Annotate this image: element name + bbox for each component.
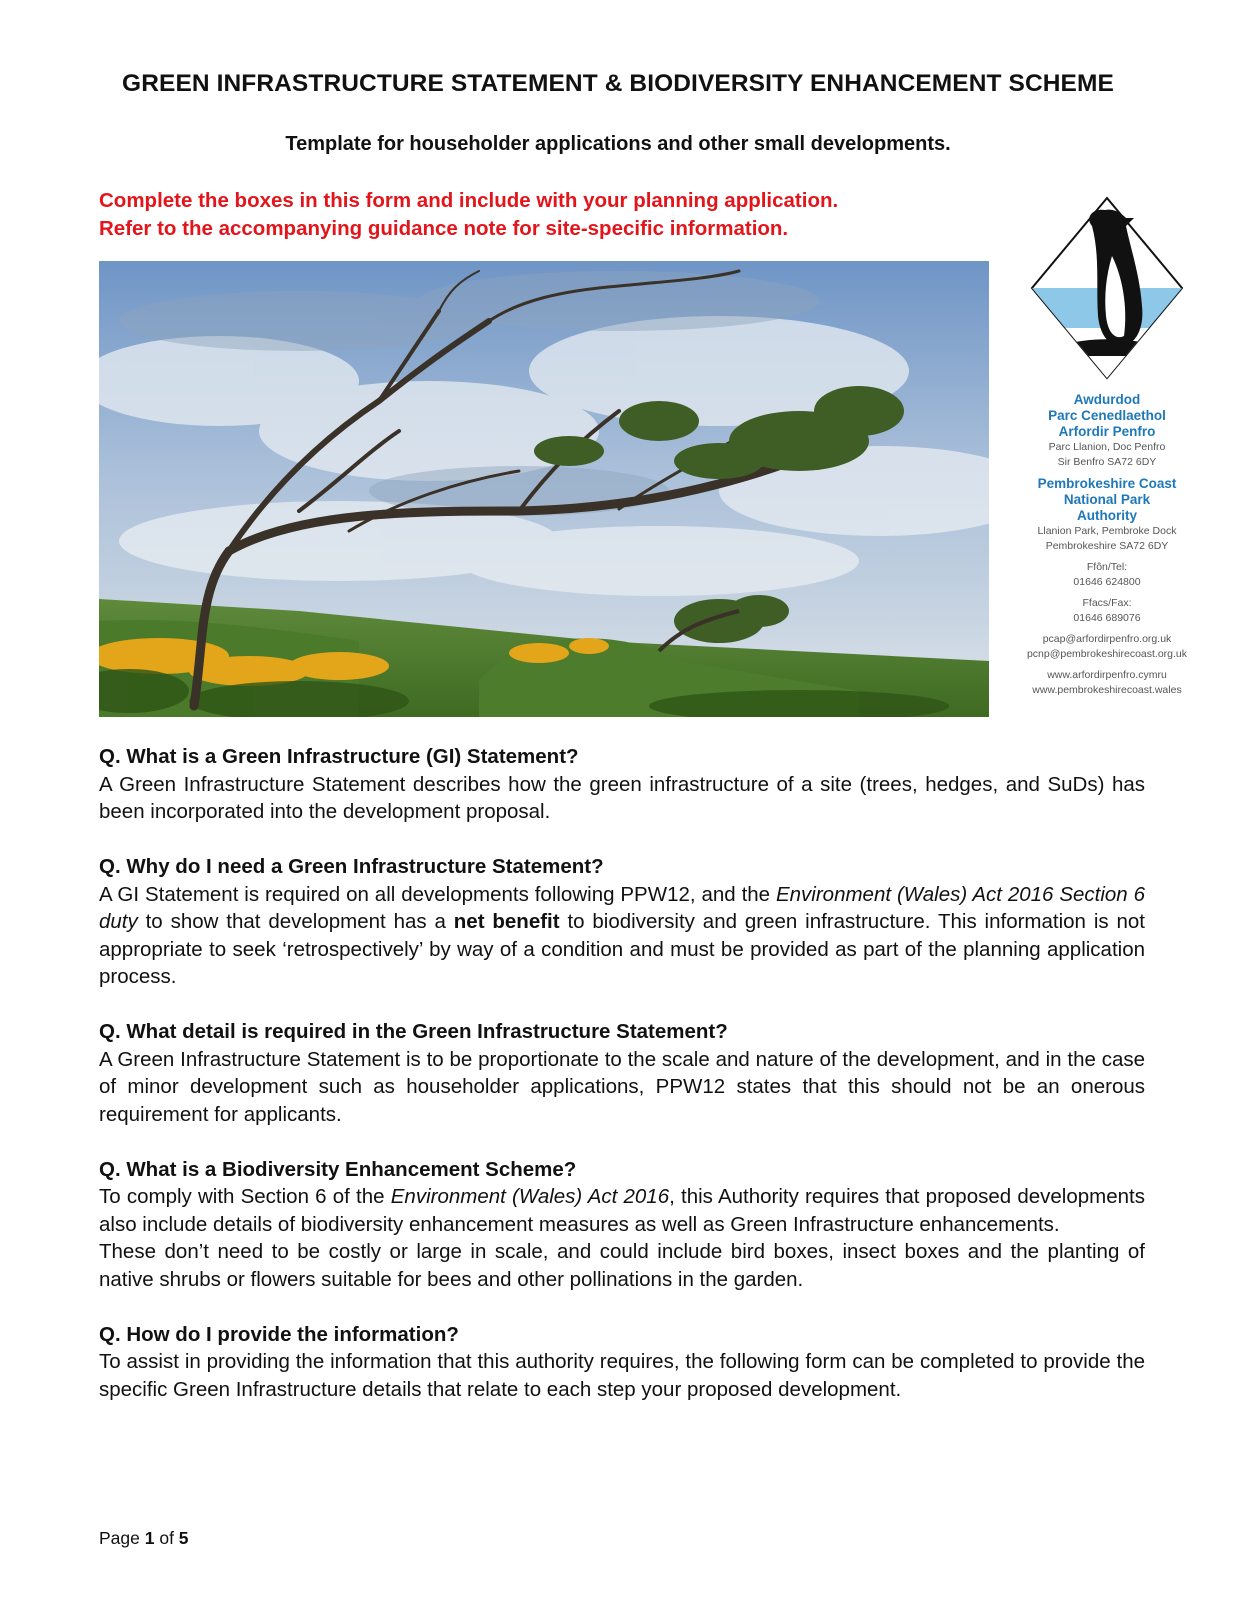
logo-welsh-name: Parc Cenedlaethol [1048, 408, 1166, 423]
logo-welsh-address: Sir Benfro SA72 6DY [1057, 456, 1157, 468]
logo-english-address: Llanion Park, Pembroke Dock [1037, 525, 1177, 537]
faq-section [99, 1018, 1145, 1128]
faq-section [99, 1321, 1145, 1404]
faq-question: Q. What is a Green Infrastructure (GI) Statement? [99, 745, 579, 768]
faq-section [99, 743, 1145, 826]
faq-section [99, 1156, 1145, 1294]
logo-english-address: Pembrokeshire SA72 6DY [1045, 540, 1169, 552]
logo-tel-label: Ffôn/Tel: [1086, 561, 1128, 573]
logo-website[interactable]: www.pembrokeshirecoast.wales [1032, 684, 1182, 696]
faq-content [99, 743, 1145, 1431]
logo-welsh-address: Parc Llanion, Doc Penfro [1048, 441, 1166, 453]
act-reference: Environment (Wales) Act 2016 Section 6 duty [99, 882, 1145, 933]
logo-english-name: Authority [1077, 508, 1137, 523]
faq-answer: A Green Infrastructure Statement describes how the green infrastructure of a site (trees, hedges, and SuDs) has been incorporated into the development proposal. [99, 772, 1145, 823]
logo-english-name: National Park [1063, 492, 1151, 507]
faq-answer-continued: These don’t need to be costly or large in scale, and could include bird boxes, insect boxes and the planting of native shrubs or flowers suitable for bees and other pollinations in the garden. [99, 1240, 1145, 1291]
page-title: GREEN INFRASTRUCTURE STATEMENT & BIODIVERSITY ENHANCEMENT SCHEME [122, 70, 1114, 97]
net-benefit-emphasis: net benefit [453, 910, 560, 933]
act-reference: Environment (Wales) Act 2016 [390, 1185, 670, 1208]
instructions [99, 187, 999, 243]
page-number: Page 1 of 5 [99, 1528, 189, 1548]
razorbill-emblem-icon [1030, 196, 1184, 380]
national-park-logo [1020, 196, 1194, 706]
page-subtitle: Template for householder applications and other small developments. [285, 133, 951, 155]
logo-email[interactable]: pcnp@pembrokeshirecoast.org.uk [1026, 648, 1188, 660]
faq-answer: A GI Statement is required on all developments following PPW12, and the Environment (Wales) Act 2016 Section 6 duty to show that development has a net benefit to biodiversity and green infrastructure. This information is not appropriate to seek ‘retrospectively’ by way of a condition and must be provided as part of the planning application process. [99, 882, 1145, 988]
logo-english-name: Pembrokeshire Coast [1037, 476, 1177, 491]
instruction-line: Complete the boxes in this form and include with your planning application. [99, 189, 839, 212]
faq-section [99, 853, 1145, 991]
faq-answer: A Green Infrastructure Statement is to be proportionate to the scale and nature of the development, and in the case of minor development such as householder applications, PPW12 states that this should not be an onerous requirement for applicants. [99, 1047, 1145, 1126]
logo-welsh-name: Arfordir Penfro [1058, 424, 1156, 439]
instruction-line: Refer to the accompanying guidance note for site-specific information. [99, 217, 789, 240]
faq-question: Q. How do I provide the information? [99, 1322, 459, 1346]
logo-email[interactable]: pcap@arfordirpenfro.org.uk [1042, 633, 1172, 645]
logo-tel: 01646 624800 [1073, 576, 1141, 588]
logo-fax: 01646 689076 [1073, 612, 1141, 624]
faq-answer: To assist in providing the information that this authority requires, the following form can be completed to provide the specific Green Infrastructure details that relate to each step your proposed development. [99, 1350, 1145, 1401]
logo-welsh-name: Awdurdod [1073, 392, 1141, 407]
logo-website[interactable]: www.arfordirpenfro.cymru [1047, 669, 1167, 681]
faq-question: Q. Why do I need a Green Infrastructure Statement? [99, 855, 604, 878]
windswept-tree-photo [99, 261, 989, 717]
logo-fax-label: Ffacs/Fax: [1082, 597, 1132, 609]
faq-question: Q. What detail is required in the Green Infrastructure Statement? [99, 1020, 728, 1043]
faq-answer: To comply with Section 6 of the Environment (Wales) Act 2016, this Authority requires that proposed developments also include details of biodiversity enhancement measures as well as Green Infrastructure enhancements. [99, 1185, 1145, 1236]
faq-question: Q. What is a Biodiversity Enhancement Scheme? [99, 1157, 577, 1181]
